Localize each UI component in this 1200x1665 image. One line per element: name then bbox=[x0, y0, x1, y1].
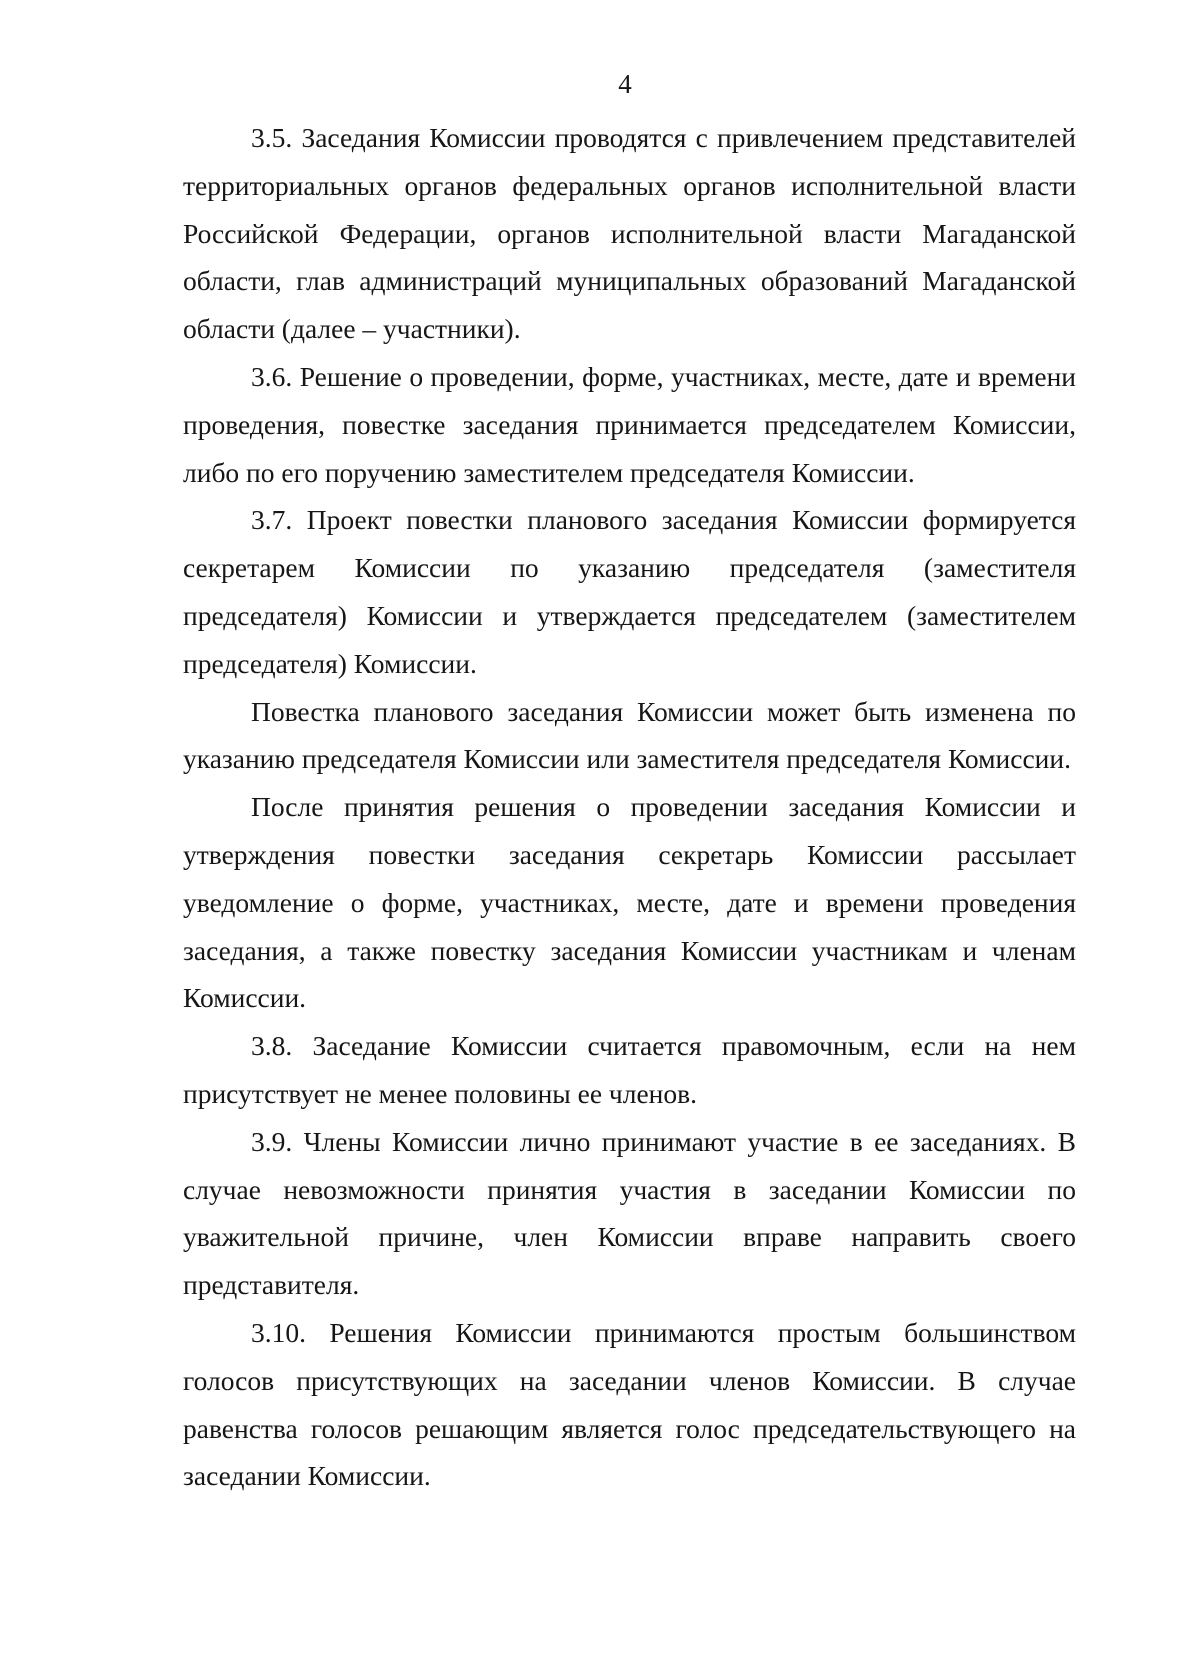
paragraph-3-8: 3.8. Заседание Комиссии считается правомочным, если на нем присутствует не менее половины ее членов. bbox=[183, 1030, 1076, 1109]
paragraph-3-5: 3.5. Заседания Комиссии проводятся с привлечением представителей территориальных органов федеральных органов исполнительной власти Российской Федерации, органов исполнительной власти Магаданской области, глав администраций муниципальных образований Магаданской области (далее – участники). bbox=[183, 122, 1076, 345]
paragraph-notification: После принятия решения о проведении заседания Комиссии и утверждения повестки заседания секретарь Комиссии рассылает уведомление о форме, участниках, месте, дате и времени проведения заседания, а также повестку заседания Комиссии участникам и членам Комиссии. bbox=[183, 791, 1076, 1014]
paragraph-agenda-change: Повестка планового заседания Комиссии может быть изменена по указанию председателя Комиссии или заместителя председателя Комиссии. bbox=[183, 695, 1076, 775]
page-number: 4 bbox=[618, 69, 632, 99]
paragraph-3-9: 3.9. Члены Комиссии лично принимают участие в ее заседаниях. В случае невозможности принятия участия в заседании Комиссии по уважительной причине, член Комиссии вправе направить своего представителя. bbox=[183, 1125, 1076, 1301]
paragraph-3-10: 3.10. Решения Комиссии принимаются простым большинством голосов присутствующих на заседании членов Комиссии. В случае равенства голосов решающим является голос председательствующего на заседании Комиссии. bbox=[183, 1316, 1076, 1492]
paragraph-3-7: 3.7. Проект повестки планового заседания Комиссии формируется секретарем Комиссии по указанию председателя (заместителя председателя) Комиссии и утверждается председателем (заместителем председателя) Комиссии. bbox=[183, 504, 1076, 679]
paragraph-3-6: 3.6. Решение о проведении, форме, участниках, месте, дате и времени проведения, повестке заседания принимается председателем Комиссии, либо по его поручению заместителем председателя Комиссии. bbox=[183, 360, 1076, 488]
document-body bbox=[183, 114, 1076, 1500]
